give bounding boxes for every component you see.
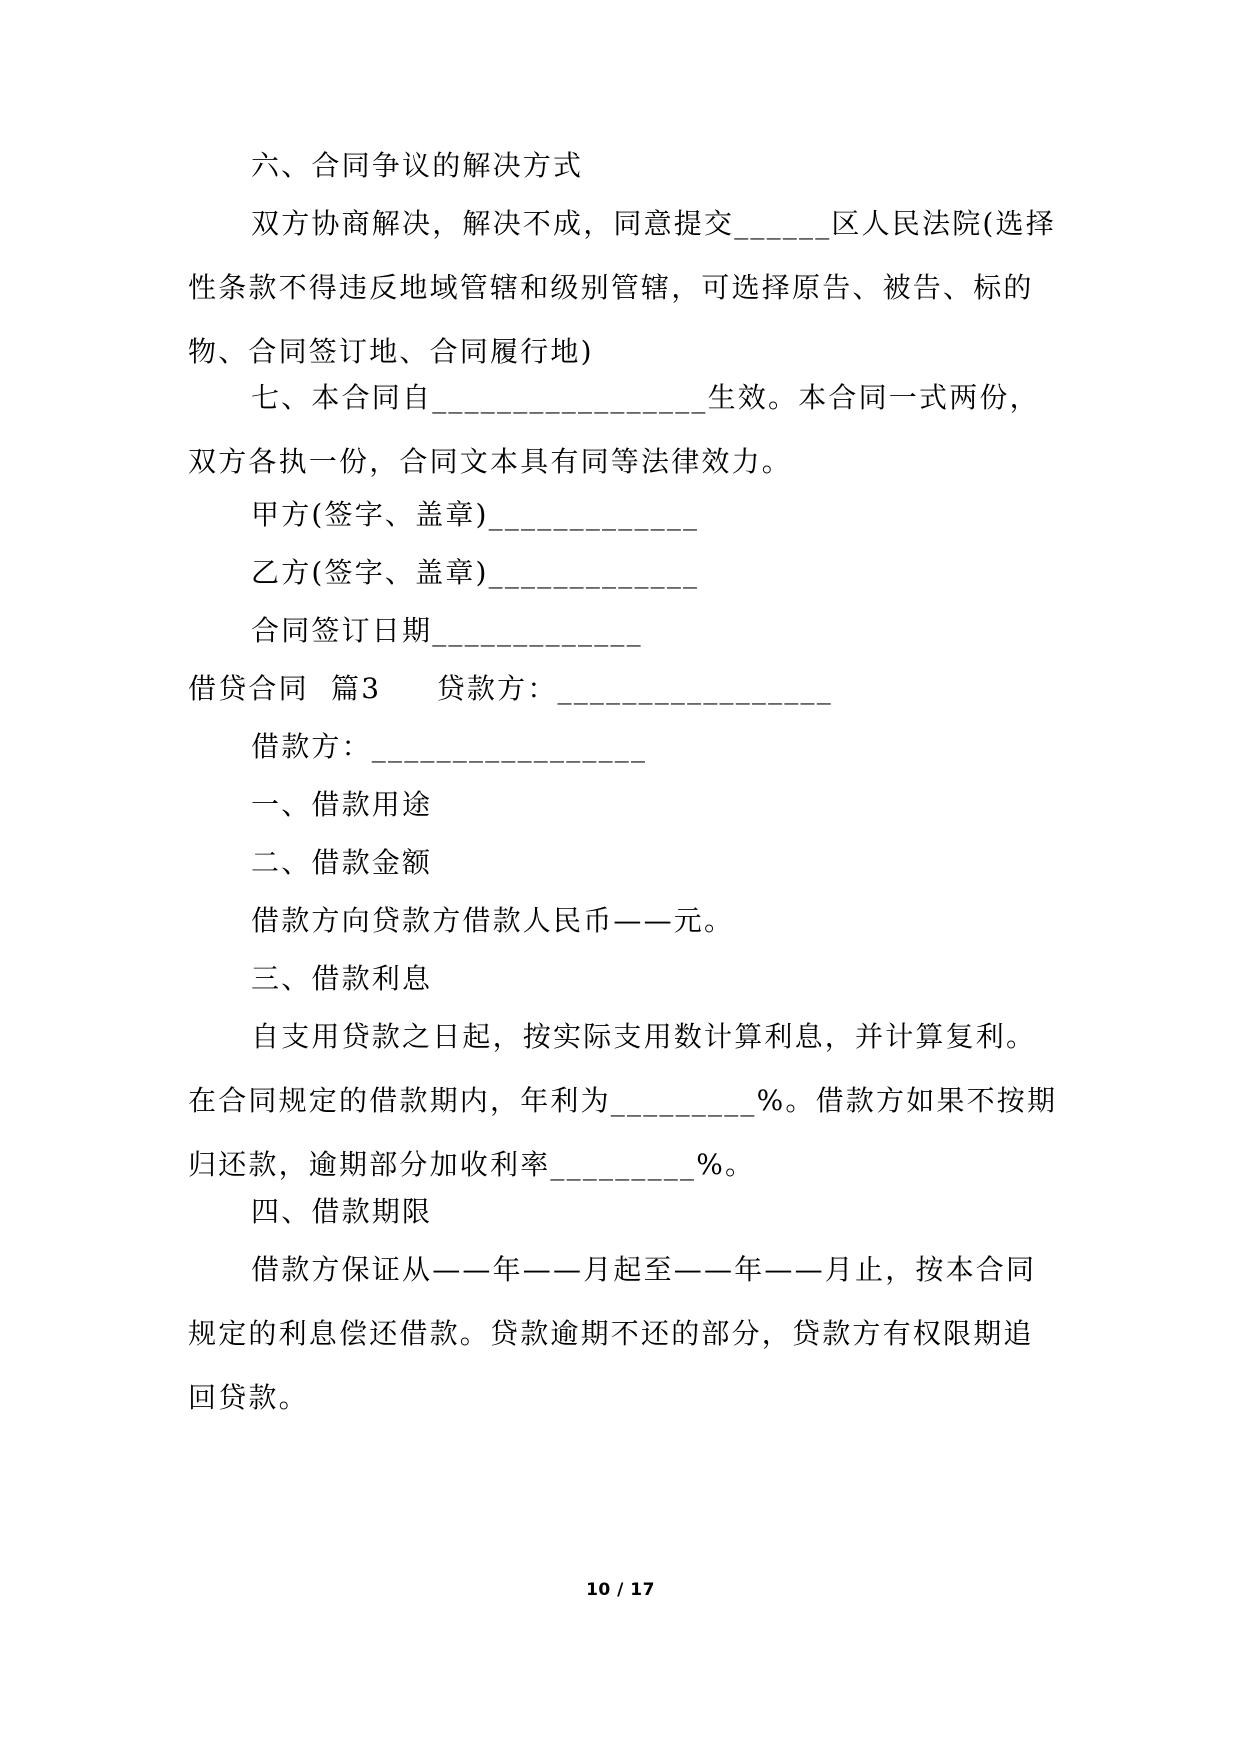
signing-date-line: 合同签订日期_____________	[251, 614, 643, 647]
section-7-body: 七、本合同自_________________生效。本合同一式两份，双方各执一份，合同文本具有同等法律效力。	[188, 381, 1040, 478]
clause-2-body: 借款方向贷款方借款人民币——元。	[251, 904, 735, 937]
clause-1-heading: 一、借款用途	[251, 788, 433, 821]
party-a-signature-line: 甲方(签字、盖章)_____________	[251, 498, 700, 531]
section-6-heading: 六、合同争议的解决方式	[251, 149, 584, 182]
section-6-body: 双方协商解决，解决不成，同意提交______区人民法院(选择性条款不得违反地域管辖和级别管辖，可选择原告、被告、标的物、合同签订地、合同履行地)	[188, 207, 1056, 368]
clause-4-body: 借款方保证从——年——月起至——年——月止，按本合同规定的利息偿还借款。贷款逾期不还的部分，贷款方有权限期追回贷款。	[188, 1253, 1037, 1414]
borrower-line: 借款方：_________________	[251, 730, 648, 763]
clause-3-heading: 三、借款利息	[251, 962, 433, 995]
clause-2-heading: 二、借款金额	[251, 846, 433, 879]
clause-3-body: 自支用贷款之日起，按实际支用数计算利息，并计算复利。在合同规定的借款期内，年利为_________%。借款方如果不按期归还款，逾期部分加收利率_________%。	[188, 1020, 1058, 1181]
party-b-signature-line: 乙方(签字、盖章)_____________	[251, 556, 700, 589]
contract-title-lender-line: 借贷合同 篇3 贷款方：_________________	[188, 672, 833, 705]
page-number: 10 / 17	[586, 1580, 655, 1600]
clause-4-heading: 四、借款期限	[251, 1195, 433, 1228]
